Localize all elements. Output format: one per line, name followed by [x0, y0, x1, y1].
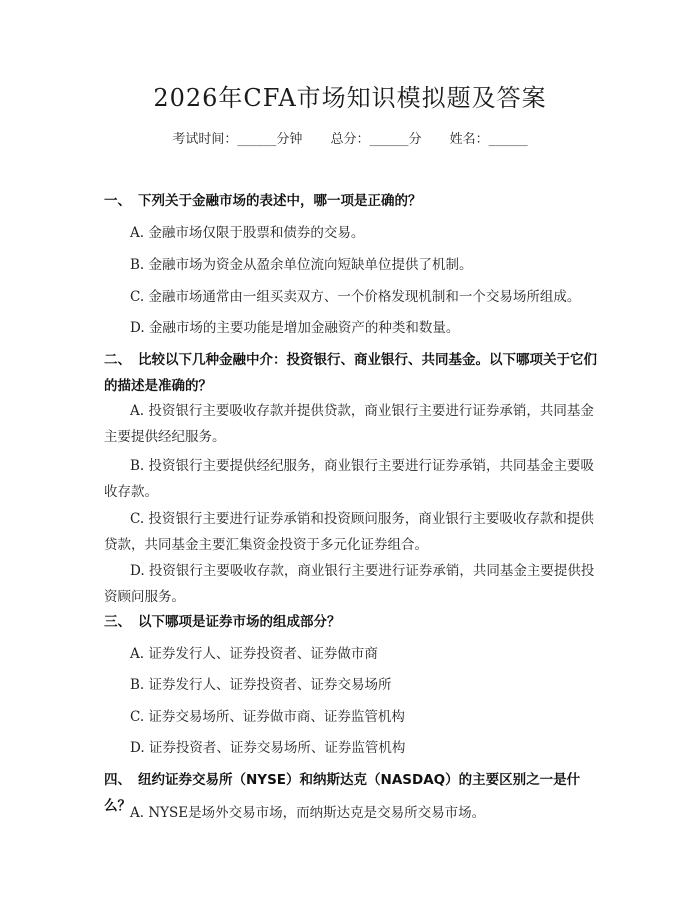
question-3 — [104, 609, 602, 635]
option-1c: C. 金融市场通常由一组买卖双方、一个价格发现机制和一个交易场所组成。 — [130, 289, 581, 305]
option-3a: A. 证券发行人、证券投资者、证券做市商 — [130, 646, 378, 662]
question-text: 以下哪项是证券市场的组成部分？ — [138, 614, 341, 630]
option-1b: B. 金融市场为资金从盈余单位流向短缺单位提供了机制。 — [130, 257, 473, 273]
question-1 — [104, 188, 602, 214]
question-number: 三、 — [104, 614, 131, 630]
question-number: 二、 — [104, 352, 131, 368]
question-text: 下列关于金融市场的表述中，哪一项是正确的？ — [138, 193, 422, 209]
option-2d: D. 投资银行主要吸收存款，商业银行主要进行证券承销，共同基金主要提供投资顾问服务。 — [104, 563, 595, 605]
option-1a: A. 金融市场仅限于股票和债券的交易。 — [130, 225, 365, 241]
question-number: 一、 — [104, 193, 131, 209]
exam-meta — [0, 130, 700, 150]
option-2a: A. 投资银行主要吸收存款并提供贷款，商业银行主要进行证券承销，共同基金主要提供经纪服务。 — [104, 403, 594, 445]
document-title: 2026年CFA市场知识模拟题及答案 — [153, 84, 547, 112]
name-field: 姓名：______ — [449, 132, 528, 147]
exam-time-field: 考试时间：______分钟 — [172, 132, 303, 147]
option-3b: B. 证券发行人、证券投资者、证券交易场所 — [130, 677, 392, 693]
option-2b: B. 投资银行主要提供经纪服务，商业银行主要进行证券承销，共同基金主要吸收存款。 — [104, 458, 595, 500]
option-1d: D. 金融市场的主要功能是增加金融资产的种类和数量。 — [130, 320, 460, 336]
question-text: 纽约证券交易所（NYSE）和纳斯达克（NASDAQ）的主要区别之一是什么？ — [104, 772, 581, 814]
option-3d: D. 证券投资者、证券交易场所、证券监管机构 — [130, 740, 406, 756]
option-4a: A. NYSE是场外交易市场，而纳斯达克是交易所交易市场。 — [130, 805, 486, 821]
question-text: 比较以下几种金融中介：投资银行、商业银行、共同基金。以下哪项关于它们的描述是准确的？ — [104, 352, 597, 394]
question-2 — [104, 347, 602, 399]
option-2c: C. 投资银行主要进行证券承销和投资顾问服务，商业银行主要吸收存款和提供贷款，共同基金主要汇集资金投资于多元化证券组合。 — [104, 511, 594, 553]
total-score-field: 总分：______分 — [330, 132, 422, 147]
option-3c: C. 证券交易场所、证券做市商、证券监管机构 — [130, 709, 405, 725]
question-number: 四、 — [104, 772, 131, 788]
